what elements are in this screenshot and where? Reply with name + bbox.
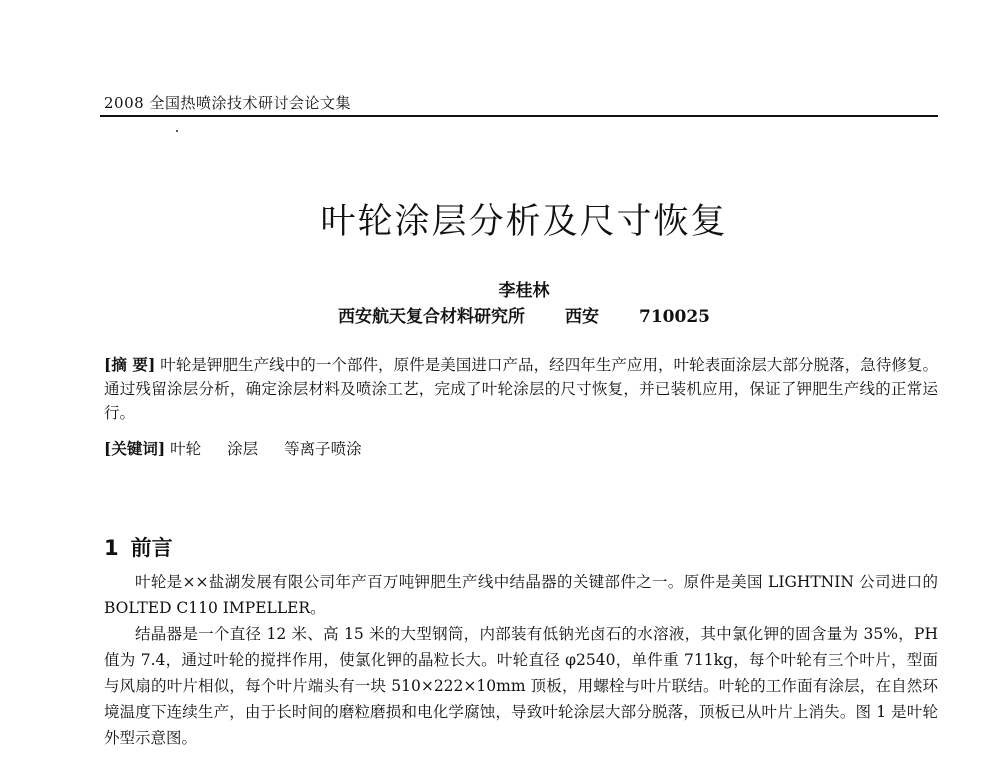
author-affiliation: [0, 302, 1000, 327]
abstract-label: [摘 要]: [104, 355, 156, 374]
affiliation-postcode: 710025: [639, 307, 710, 327]
keywords-label: [关键词]: [104, 439, 166, 458]
body-paragraph: 结晶器是一个直径 12 米、高 15 米的大型钢筒，内部装有低钠光卤石的水溶液，其中氯化钾的固含量为 35%，PH 值为 7.4，通过叶轮的搅拌作用，使氯化钾的晶粒长大。叶轮直径 φ2540，单件重 711kg，每个叶轮有三个叶片，型面与风扇的叶片相似，每个叶片端头有一块 510×222×10mm 顶板，用螺栓与叶片联结。叶轮的工作面有涂层，在自然环境温度下连续生产，由于长时间的磨粒磨损和电化学腐蚀，导致叶轮涂层大部分脱落，顶板已从叶片上消失。图 1 是叶轮外型示意图。: [104, 625, 938, 747]
keywords: [104, 437, 938, 461]
keyword-item: 等离子喷涂: [284, 440, 362, 458]
affiliation-institute: 西安航天复合材料研究所: [338, 307, 525, 327]
scan-speck: [176, 130, 178, 132]
abstract: [104, 353, 938, 425]
running-header: 2008 全国热喷涂技术研讨会论文集: [104, 94, 351, 112]
affiliation-city: 西安: [565, 307, 599, 327]
section-title: 前言: [130, 536, 173, 560]
header-rule: [100, 115, 938, 117]
keyword-item: 叶轮: [170, 440, 202, 458]
abstract-text: 叶轮是钾肥生产线中的一个部件，原件是美国进口产品，经四年生产应用，叶轮表面涂层大部分脱落，急待修复。通过残留涂层分析，确定涂层材料及喷涂工艺，完成了叶轮涂层的尺寸恢复，并已装机应用，保证了钾肥生产线的正常运行。: [104, 356, 938, 422]
keyword-item: 涂层: [227, 440, 259, 458]
author-name: 李桂林: [498, 281, 550, 301]
section-heading: [104, 532, 173, 562]
paper-title: 叶轮涂层分析及尺寸恢复: [320, 202, 728, 242]
section-body: [104, 569, 938, 751]
section-number: 1: [104, 536, 119, 560]
body-paragraph: 叶轮是××盐湖发展有限公司年产百万吨钾肥生产线中结晶器的关键部件之一。原件是美国 LIGHTNIN 公司进口的 BOLTED C110 IMPELLER。: [104, 573, 938, 617]
